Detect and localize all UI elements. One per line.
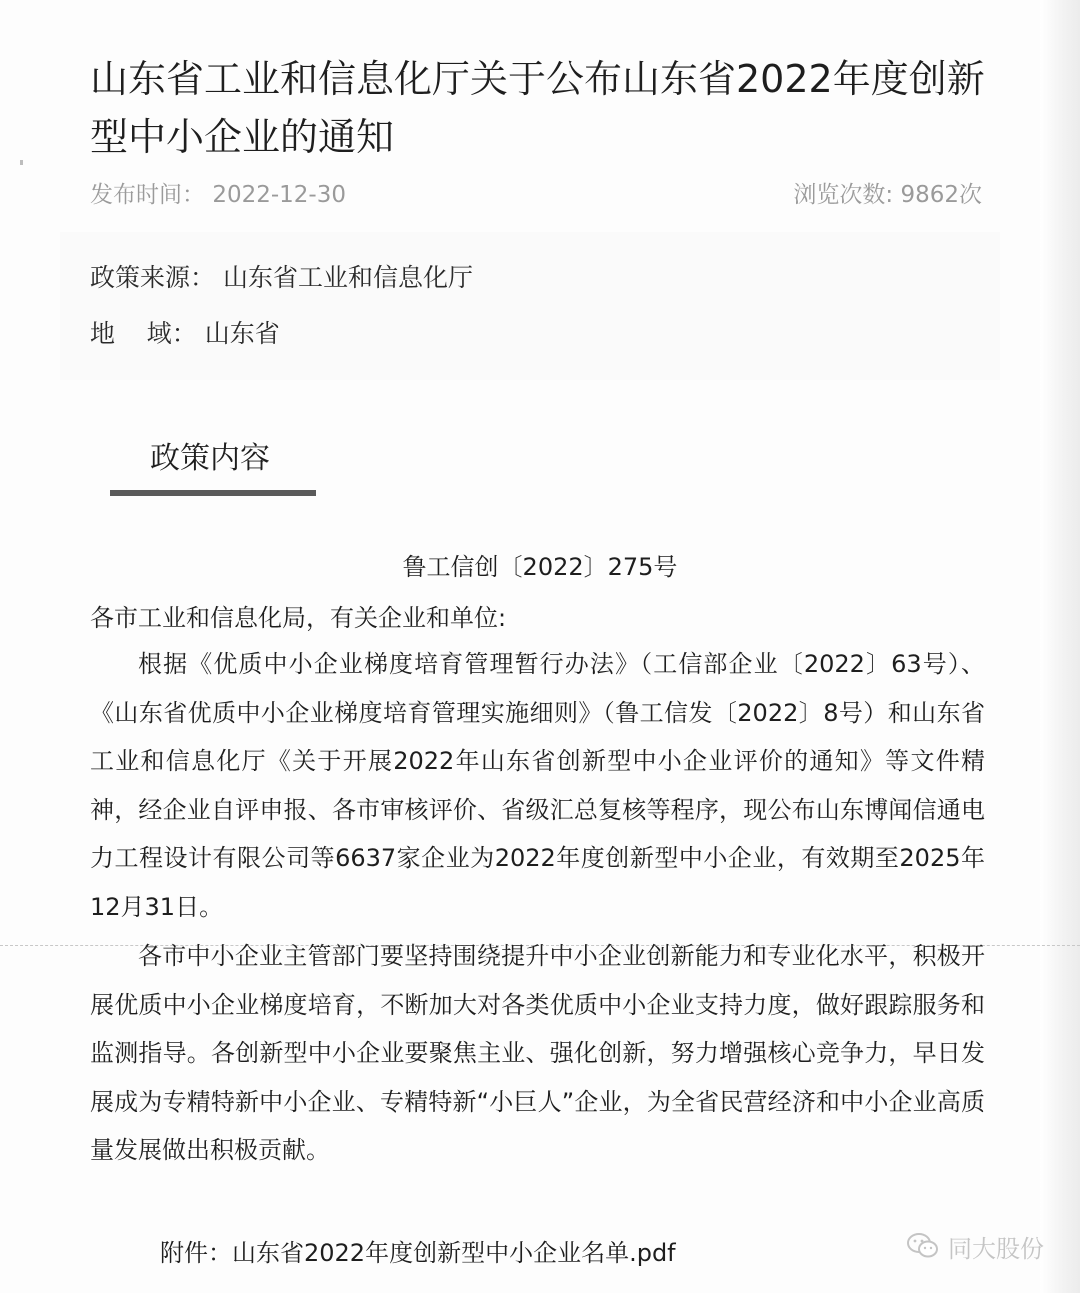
watermark-text: 同大股份 bbox=[948, 1234, 1044, 1263]
views-label: 浏览次数: bbox=[793, 182, 894, 208]
policy-info-box bbox=[60, 232, 1000, 380]
views-info bbox=[793, 176, 982, 209]
scan-edge-shadow bbox=[1040, 0, 1080, 1293]
meta-row bbox=[90, 172, 982, 212]
views-count: 9862次 bbox=[900, 182, 982, 208]
publish-label: 发布时间： bbox=[90, 182, 205, 208]
body-paragraph-1: 根据《优质中小企业梯度培育管理暂行办法》（工信部企业〔2022〕63号）、《山东省优质中小企业梯度培育管理实施细则》（鲁工信发〔2022〕8号）和山东省工业和信息化厅《关于开展2022年山东省创新型中小企业评价的通知》等文件精神，经企业自评申报、各市审核评价、省级汇总复核等程序，现公布山东博闻信通电力工程设计有限公司等6637家企业为2022年度创新型中小企业，有效期至2025年12月31日。 bbox=[90, 650, 985, 921]
document-number: 鲁工信创〔2022〕275号 bbox=[402, 553, 678, 581]
policy-source-value: 山东省工业和信息化厅 bbox=[222, 263, 473, 292]
scan-speck bbox=[20, 160, 23, 165]
section-heading: 政策内容 bbox=[150, 441, 270, 476]
page-title: 山东省工业和信息化厅关于公布山东省2022年度创新型中小企业的通知 bbox=[90, 57, 985, 159]
watermark bbox=[906, 1228, 1044, 1264]
policy-source-line bbox=[90, 258, 473, 294]
wechat-icon bbox=[906, 1231, 940, 1261]
policy-source-label: 政策来源： bbox=[90, 263, 216, 292]
region-value: 山东省 bbox=[204, 319, 280, 348]
region-line bbox=[90, 314, 280, 350]
publish-info bbox=[90, 176, 346, 209]
publish-date: 2022-12-30 bbox=[212, 182, 346, 208]
region-label: 地 域： bbox=[90, 319, 197, 348]
body-paragraph-2: 各市中小企业主管部门要坚持围绕提升中小企业创新能力和专业化水平，积极开展优质中小企业梯度培育，不断加大对各类优质中小企业支持力度，做好跟踪服务和监测指导。各创新型中小企业要聚焦主业、强化创新，努力增强核心竞争力，早日发展成为专精特新中小企业、专精特新“小巨人”企业，为全省民营经济和中小企业高质量发展做出积极贡献。 bbox=[90, 942, 985, 1164]
salutation: 各市工业和信息化局，有关企业和单位: bbox=[90, 604, 507, 632]
attachment-link[interactable]: 附件：山东省2022年度创新型中小企业名单.pdf bbox=[160, 1239, 676, 1267]
section-underline bbox=[110, 490, 316, 496]
